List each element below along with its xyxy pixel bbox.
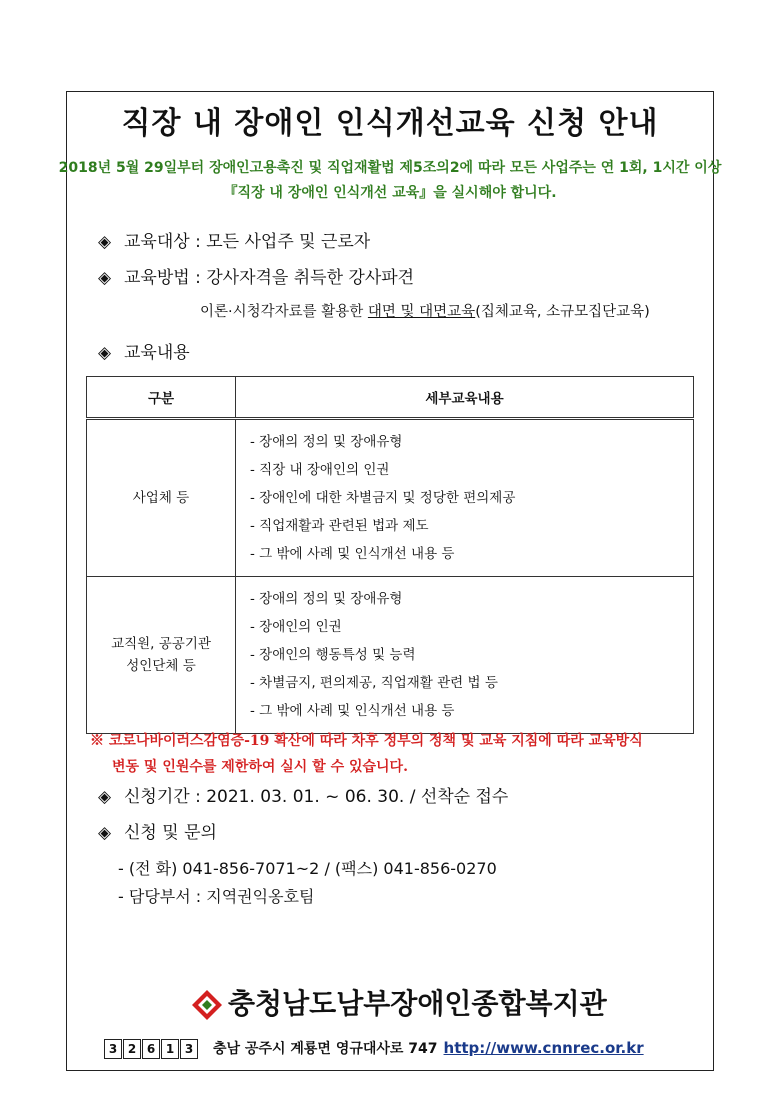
notice-line-2: 『직장 내 장애인 인식개선 교육』을 실시해야 합니다. xyxy=(223,185,557,201)
diamond-icon: ◈ xyxy=(98,823,112,843)
method-sub-post: (집체교육, 소규모집단교육) xyxy=(475,304,650,320)
method-sub xyxy=(200,300,650,321)
category-line-2: 성인단체 등 xyxy=(126,658,196,674)
item-inquiry xyxy=(98,818,217,843)
diamond-icon: ◈ xyxy=(98,787,112,807)
detail-item: - 그 밖에 사례 및 인식개선 내용 등 xyxy=(250,546,455,562)
item-target xyxy=(98,227,370,252)
item-method xyxy=(98,263,414,288)
diamond-icon: ◈ xyxy=(98,232,112,252)
detail-item: - 그 밖에 사례 및 인식개선 내용 등 xyxy=(250,703,455,719)
table-row xyxy=(87,577,694,734)
organization-name-text: 충청남도남부장애인종합복지관 xyxy=(228,987,607,1020)
inquiry-text: 신청 및 문의 xyxy=(124,823,217,843)
content-text: 교육내용 xyxy=(124,343,190,363)
zip-code xyxy=(104,1039,199,1059)
detail-item: - 장애인의 행동특성 및 능력 xyxy=(250,647,416,663)
address-line xyxy=(104,1038,644,1059)
detail-item: - 장애인의 인권 xyxy=(250,619,342,635)
page-title: 직장 내 장애인 인식개선교육 신청 안내 xyxy=(121,106,659,141)
item-period xyxy=(98,782,508,807)
item-content xyxy=(98,338,190,363)
organization-logo-icon xyxy=(190,988,224,1022)
zip-digit: 2 xyxy=(123,1039,141,1059)
contact-phone: - (전 화) 041-856-7071~2 / (팩스) 041-856-0270 xyxy=(118,859,497,878)
row-details xyxy=(236,577,694,734)
header-details: 세부교육내용 xyxy=(236,377,694,419)
detail-item: - 장애의 정의 및 장애유형 xyxy=(250,591,403,607)
method-sub-pre: 이론·시청각자료를 활용한 xyxy=(200,304,368,320)
diamond-icon: ◈ xyxy=(98,343,112,363)
row-category: 사업체 등 xyxy=(87,419,236,577)
table-row xyxy=(87,419,694,577)
row-details xyxy=(236,419,694,577)
table-header-row xyxy=(87,377,694,419)
target-text: 교육대상 : 모든 사업주 및 근로자 xyxy=(124,232,371,252)
zip-digit: 3 xyxy=(104,1039,122,1059)
detail-item: - 장애인에 대한 차별금지 및 정당한 편의제공 xyxy=(250,490,516,506)
contact-dept: - 담당부서 : 지역권익옹호팀 xyxy=(118,887,315,906)
zip-digit: 6 xyxy=(142,1039,160,1059)
row-category xyxy=(87,577,236,734)
address-text: 충남 공주시 계룡면 영규대사로 747 xyxy=(213,1041,438,1057)
warning-line-1: ※ 코로나바이러스감염증-19 확산에 따라 차후 정부의 정책 및 교육 지침에 따라 교육방식 xyxy=(90,733,643,749)
method-sub-underline: 대면 및 대면교육 xyxy=(367,304,476,320)
content-table xyxy=(86,376,694,734)
detail-item: - 직업재활과 관련된 법과 제도 xyxy=(250,518,429,534)
website-link[interactable]: http://www.cnnrec.or.kr xyxy=(443,1039,644,1057)
detail-item: - 차별금지, 편의제공, 직업재활 관련 법 등 xyxy=(250,675,498,691)
period-text: 신청기간 : 2021. 03. 01. ~ 06. 30. / 선착순 접수 xyxy=(124,787,509,807)
detail-item: - 직장 내 장애인의 인권 xyxy=(250,462,390,478)
organization-name xyxy=(190,982,607,1022)
category-line-1: 교직원, 공공기관 xyxy=(111,636,211,652)
zip-digit: 1 xyxy=(161,1039,179,1059)
diamond-icon: ◈ xyxy=(98,268,112,288)
detail-item: - 장애의 정의 및 장애유형 xyxy=(250,434,403,450)
zip-digit: 3 xyxy=(180,1039,198,1059)
method-text: 교육방법 : 강사자격을 취득한 강사파견 xyxy=(124,268,415,288)
notice-line-1: 2018년 5월 29일부터 장애인고용촉진 및 직업재활법 제5조의2에 따라 모든 사업주는 연 1회, 1시간 이상 xyxy=(58,160,722,176)
warning-line-2: 변동 및 인원수를 제한하여 실시 할 수 있습니다. xyxy=(112,759,408,775)
header-category: 구분 xyxy=(87,377,236,419)
